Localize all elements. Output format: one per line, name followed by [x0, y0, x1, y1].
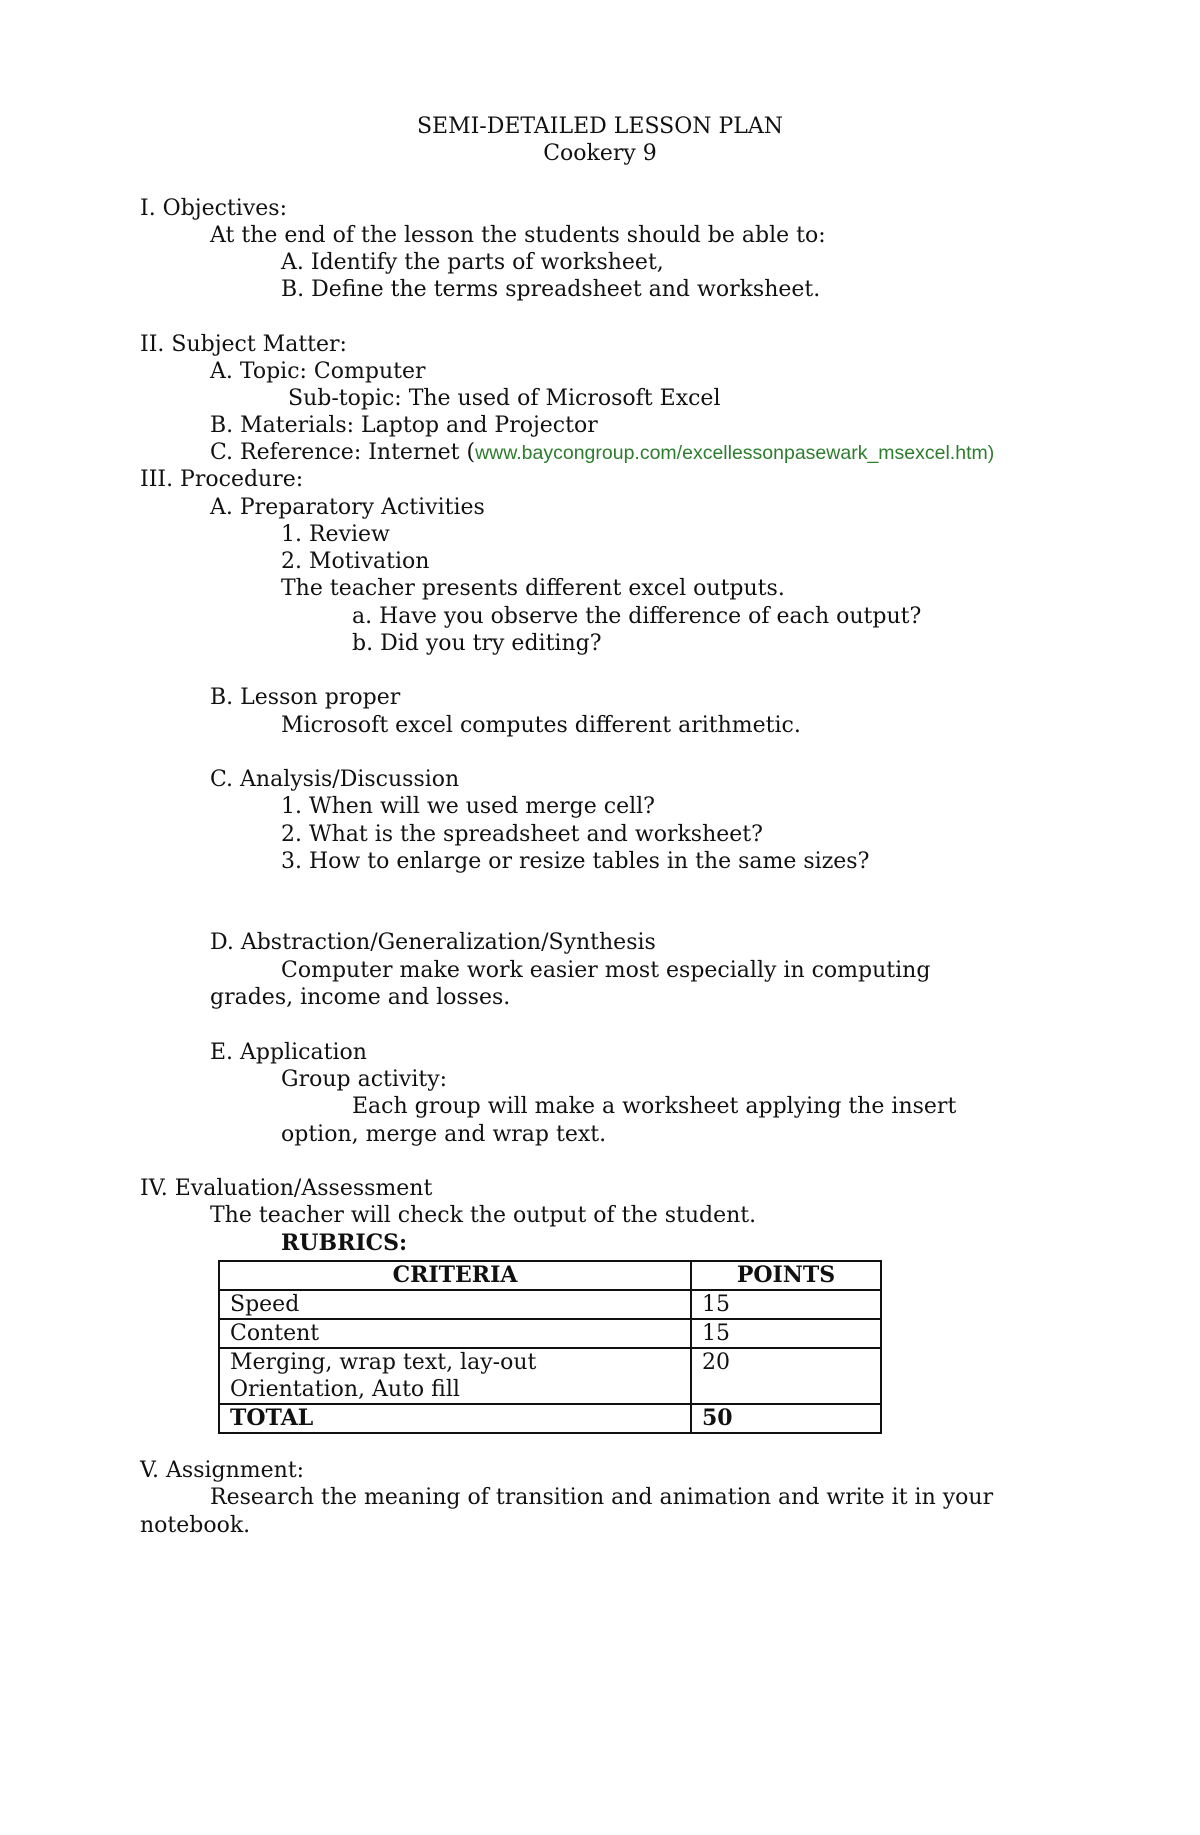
table-row	[219, 1290, 881, 1319]
objective-item: B. Define the terms spreadsheet and worksheet.	[281, 277, 821, 302]
points-cell: 15	[691, 1290, 881, 1319]
evaluation-heading: IV. Evaluation/Assessment	[140, 1176, 433, 1201]
objectives-heading: I. Objectives:	[140, 196, 287, 221]
abstraction-text-line2: grades, income and losses.	[210, 985, 511, 1010]
lesson-proper-heading: B. Lesson proper	[210, 685, 401, 710]
procedure-heading: III. Procedure:	[140, 467, 304, 492]
total-label: TOTAL	[219, 1404, 691, 1433]
criteria-line: Orientation, Auto fill	[230, 1377, 460, 1402]
total-points: 50	[691, 1404, 881, 1433]
points-header: POINTS	[691, 1261, 881, 1290]
preparatory-question: a. Have you observe the difference of each output?	[352, 604, 922, 629]
abstraction-text-line1: Computer make work easier most especially in computing	[281, 958, 931, 983]
evaluation-text: The teacher will check the output of the student.	[210, 1203, 757, 1228]
objectives-intro: At the end of the lesson the students should be able to:	[210, 223, 826, 248]
assignment-text-line1: Research the meaning of transition and animation and write it in your	[210, 1485, 994, 1510]
document-subtitle: Cookery 9	[543, 141, 657, 166]
table-row	[219, 1319, 881, 1348]
rubrics-label: RUBRICS:	[281, 1230, 408, 1256]
analysis-item: 1. When will we used merge cell?	[281, 794, 655, 819]
subject-subtopic: Sub-topic: The used of Microsoft Excel	[288, 386, 721, 411]
preparatory-heading: A. Preparatory Activities	[210, 495, 485, 520]
reference-link[interactable]: www.baycongroup.com/excellessonpasewark_msexcel.htm)	[475, 442, 995, 464]
preparatory-note: The teacher presents different excel outputs.	[281, 576, 785, 601]
reference-prefix: C. Reference: Internet (	[210, 440, 476, 465]
objective-item: A. Identify the parts of worksheet,	[281, 250, 664, 275]
document-title: SEMI-DETAILED LESSON PLAN	[416, 114, 784, 139]
application-text-line2: option, merge and wrap text.	[281, 1122, 607, 1147]
assignment-text-line2: notebook.	[140, 1513, 251, 1538]
preparatory-item: 1. Review	[281, 522, 390, 547]
assignment-heading: V. Assignment:	[140, 1458, 305, 1483]
preparatory-item: 2. Motivation	[281, 549, 430, 574]
criteria-cell: Content	[219, 1319, 691, 1348]
application-label: Group activity:	[281, 1067, 448, 1092]
abstraction-heading: D. Abstraction/Generalization/Synthesis	[210, 930, 656, 955]
preparatory-question: b. Did you try editing?	[352, 631, 602, 656]
criteria-cell	[219, 1348, 691, 1404]
application-text-line1: Each group will make a worksheet applying the insert	[352, 1094, 957, 1119]
subject-reference	[210, 439, 994, 467]
criteria-line: Merging, wrap text, lay-out	[230, 1350, 537, 1375]
lesson-proper-text: Microsoft excel computes different arithmetic.	[281, 713, 801, 738]
analysis-item: 2. What is the spreadsheet and worksheet?	[281, 822, 763, 847]
analysis-item: 3. How to enlarge or resize tables in the same sizes?	[281, 849, 870, 874]
rubrics-table	[218, 1260, 882, 1434]
application-heading: E. Application	[210, 1040, 367, 1065]
points-cell: 15	[691, 1319, 881, 1348]
criteria-header: CRITERIA	[219, 1261, 691, 1290]
total-row	[219, 1404, 881, 1433]
table-row	[219, 1348, 881, 1404]
analysis-heading: C. Analysis/Discussion	[210, 767, 460, 792]
table-header-row	[219, 1261, 881, 1290]
points-cell: 20	[691, 1348, 881, 1404]
criteria-cell: Speed	[219, 1290, 691, 1319]
subject-topic: A. Topic: Computer	[210, 359, 426, 384]
subject-materials: B. Materials: Laptop and Projector	[210, 413, 598, 438]
subject-matter-heading: II. Subject Matter:	[140, 332, 347, 357]
